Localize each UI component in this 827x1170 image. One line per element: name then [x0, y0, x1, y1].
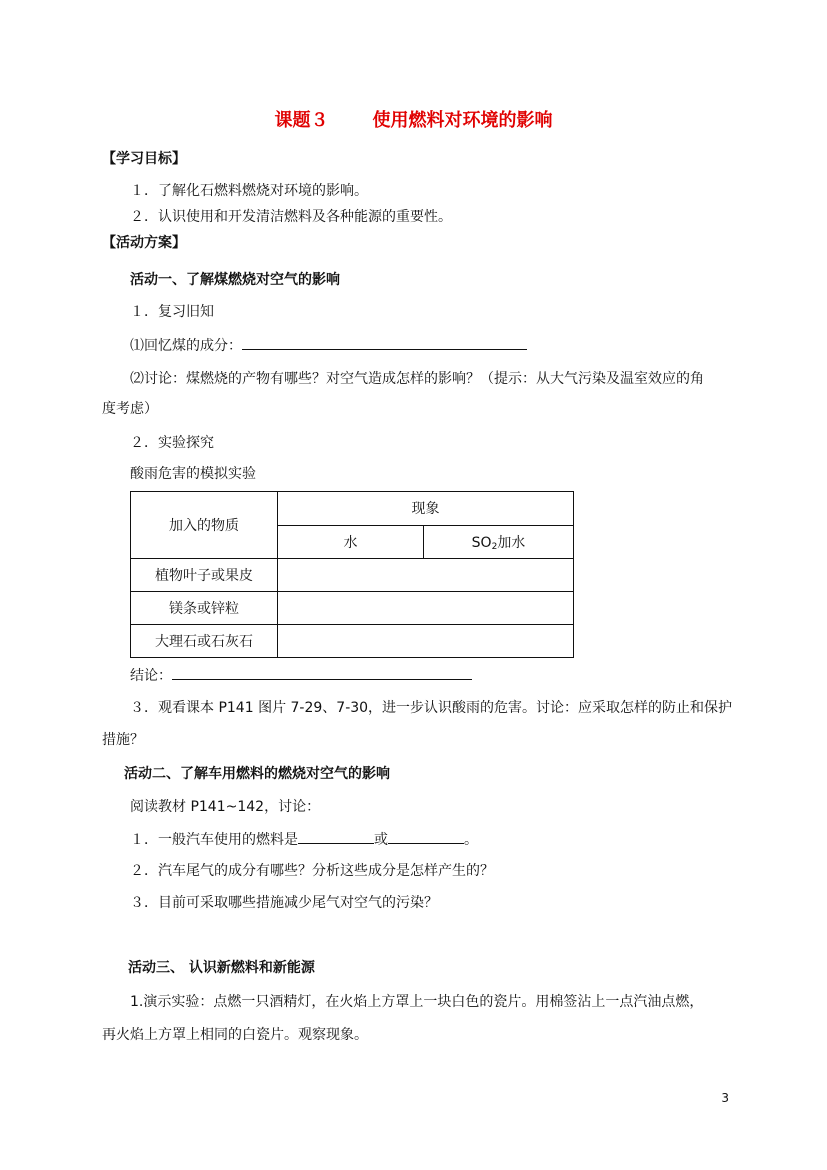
table-row — [131, 592, 574, 625]
fuel-blank-1[interactable] — [298, 829, 374, 844]
table-title: 酸雨危害的模拟实验 — [130, 466, 256, 482]
lesson-title — [0, 109, 827, 133]
table-row — [131, 559, 574, 592]
plan-heading: 【活动方案】 — [102, 235, 186, 251]
table-row — [131, 625, 574, 658]
header-substance: 加入的物质 — [131, 492, 278, 559]
row-substance-3: 大理石或石灰石 — [131, 625, 278, 658]
coal-composition-label: ⑴回忆煤的成分： — [130, 338, 242, 354]
coal-composition-question — [130, 335, 527, 356]
acid-rain-table — [130, 491, 574, 658]
discussion-line-2: 度考虑） — [102, 401, 158, 417]
lesson-name: 使用燃料对环境的影响 — [372, 110, 553, 131]
step3-line-2: 措施？ — [102, 732, 144, 748]
header-water: 水 — [278, 525, 424, 559]
goal-item-2: ２．认识使用和开发清洁燃料及各种能源的重要性。 — [130, 209, 452, 225]
conclusion-label: 结论： — [130, 668, 172, 684]
step3-line-1: ３．观看课本 P141 图片 7-29、7-30，进一步认识酸雨的危害。讨论：应采取怎样的防止和保护 — [130, 700, 733, 716]
fuel-question-suffix: 。 — [464, 832, 478, 848]
measures-question: ３．目前可采取哪些措施减少尾气对空气的污染？ — [130, 895, 438, 911]
row-substance-1: 植物叶子或果皮 — [131, 559, 278, 592]
fuel-blank-2[interactable] — [388, 829, 464, 844]
explore-label: ２．实验探究 — [130, 435, 214, 451]
demo-line-2: 再火焰上方罩上相同的白瓷片。观察现象。 — [102, 1027, 368, 1043]
so2-suffix: 加水 — [497, 534, 526, 551]
reading-instruction: 阅读教材 P141~142，讨论： — [130, 799, 321, 815]
conclusion-blank[interactable] — [172, 665, 472, 680]
discussion-line-1: ⑵讨论：煤燃烧的产物有哪些？对空气造成怎样的影响？（提示：从大气污染及温室效应的角 — [130, 371, 704, 387]
so2-text: SO — [471, 534, 492, 551]
demo-line-1: 1.演示实验：点燃一只酒精灯，在火焰上方罩上一块白色的瓷片。用棉签沾上一点汽油点燃， — [130, 994, 704, 1010]
coal-composition-blank[interactable] — [242, 335, 527, 350]
goal-item-1: １．了解化石燃料燃烧对环境的影响。 — [130, 183, 368, 199]
row-substance-2: 镁条或锌粒 — [131, 592, 278, 625]
lesson-number: 课题３ — [274, 110, 329, 131]
activity1-heading: 活动一、了解煤燃烧对空气的影响 — [130, 272, 340, 288]
goals-heading: 【学习目标】 — [102, 151, 186, 167]
fuel-question-mid: 或 — [374, 832, 388, 848]
header-so2-water — [424, 525, 574, 559]
fuel-question — [130, 829, 478, 850]
conclusion-line — [130, 665, 472, 686]
row-result-3[interactable] — [278, 625, 574, 658]
page-number: 3 — [721, 1091, 729, 1105]
activity2-heading: 活动二、了解车用燃料的燃烧对空气的影响 — [124, 766, 390, 782]
header-phenomenon: 现象 — [278, 492, 574, 526]
so2-subscript: 2 — [491, 541, 498, 552]
row-result-2[interactable] — [278, 592, 574, 625]
exhaust-question: ２．汽车尾气的成分有哪些？分析这些成分是怎样产生的？ — [130, 863, 494, 879]
row-result-1[interactable] — [278, 559, 574, 592]
fuel-question-prefix: １．一般汽车使用的燃料是 — [130, 832, 298, 848]
activity3-heading: 活动三、 认识新燃料和新能源 — [128, 960, 315, 976]
table-row — [131, 492, 574, 526]
review-label: １．复习旧知 — [130, 304, 214, 320]
